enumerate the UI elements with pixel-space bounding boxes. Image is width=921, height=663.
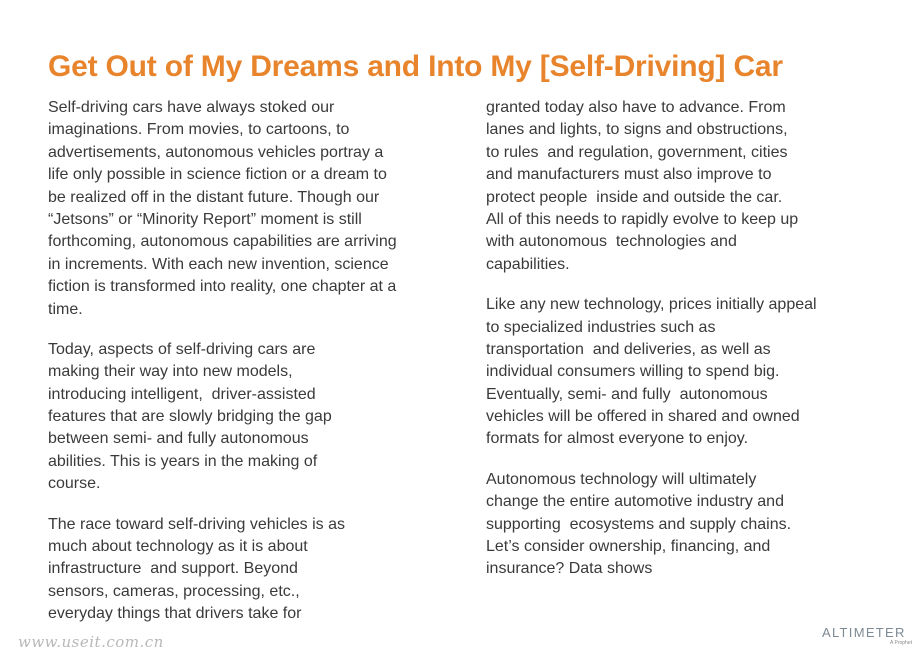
text-line: forthcoming, autonomous capabilities are arriving bbox=[48, 233, 397, 251]
text-line: infrastructure and support. Beyond bbox=[48, 560, 298, 578]
text-line: advertisements, autonomous vehicles portray a bbox=[48, 143, 384, 161]
text-line: lanes and lights, to signs and obstructions, bbox=[486, 121, 788, 139]
text-line: to specialized industries such as bbox=[486, 318, 716, 336]
logo-wordmark: ALTIMETER bbox=[822, 625, 906, 640]
page-title: Get Out of My Dreams and Into My [Self-Driving] Car bbox=[48, 50, 783, 83]
text-line: and manufacturers must also improve to bbox=[486, 166, 772, 184]
left-paragraph-3 bbox=[48, 514, 448, 626]
text-line: supporting ecosystems and supply chains. bbox=[486, 515, 792, 533]
text-line: “Jetsons” or “Minority Report” moment is still bbox=[48, 210, 362, 228]
right-paragraph-2 bbox=[486, 294, 866, 451]
right-column bbox=[486, 97, 866, 581]
text-line: much about technology as it is about bbox=[48, 538, 308, 556]
text-line: transportation and deliveries, as well as bbox=[486, 340, 771, 358]
text-line: protect people inside and outside the car. bbox=[486, 188, 783, 206]
text-line: individual consumers willing to spend big. bbox=[486, 363, 780, 381]
logo-subtext: A Prophet bbox=[890, 640, 912, 646]
altimeter-logo bbox=[822, 625, 912, 647]
watermark: www.useit.com.cn bbox=[18, 633, 164, 651]
text-line: to rules and regulation, government, cities bbox=[486, 143, 788, 161]
text-line: course. bbox=[48, 475, 101, 493]
text-line: Autonomous technology will ultimately bbox=[486, 470, 757, 488]
text-line: formats for almost everyone to enjoy. bbox=[486, 430, 749, 448]
left-column bbox=[48, 97, 448, 626]
text-line: Let’s consider ownership, financing, and bbox=[486, 538, 771, 556]
text-line: Eventually, semi- and fully autonomous bbox=[486, 385, 768, 403]
text-line: Today, aspects of self-driving cars are bbox=[48, 340, 316, 358]
text-line: sensors, cameras, processing, etc., bbox=[48, 582, 300, 600]
text-line: life only possible in science fiction or a dream to bbox=[48, 166, 387, 184]
text-line: with autonomous technologies and bbox=[486, 233, 737, 251]
text-line: change the entire automotive industry and bbox=[486, 493, 784, 511]
text-line: between semi- and fully autonomous bbox=[48, 430, 309, 448]
text-line: abilities. This is years in the making of bbox=[48, 452, 318, 470]
text-line: All of this needs to rapidly evolve to keep up bbox=[486, 210, 799, 228]
text-line: fiction is transformed into reality, one chapter at a bbox=[48, 278, 397, 296]
text-line: insurance? Data shows bbox=[486, 560, 653, 578]
text-line: introducing intelligent, driver-assisted bbox=[48, 385, 316, 403]
text-line: making their way into new models, bbox=[48, 363, 293, 381]
right-paragraph-1 bbox=[486, 97, 866, 276]
right-paragraph-3 bbox=[486, 469, 866, 581]
text-line: vehicles will be offered in shared and owned bbox=[486, 408, 800, 426]
text-line: Self-driving cars have always stoked our bbox=[48, 99, 335, 116]
text-line: Like any new technology, prices initially appeal bbox=[486, 296, 817, 314]
text-line: features that are slowly bridging the gap bbox=[48, 408, 332, 426]
left-paragraph-1 bbox=[48, 97, 448, 321]
text-line: imaginations. From movies, to cartoons, to bbox=[48, 121, 350, 139]
text-line: be realized off in the distant future. Though our bbox=[48, 188, 380, 206]
left-paragraph-2 bbox=[48, 339, 448, 496]
text-line: capabilities. bbox=[486, 255, 570, 273]
text-line: in increments. With each new invention, science bbox=[48, 255, 389, 273]
text-line: The race toward self-driving vehicles is as bbox=[48, 515, 346, 533]
text-line: time. bbox=[48, 300, 83, 318]
text-line: everyday things that drivers take for bbox=[48, 605, 302, 623]
text-line: granted today also have to advance. From bbox=[486, 99, 786, 116]
